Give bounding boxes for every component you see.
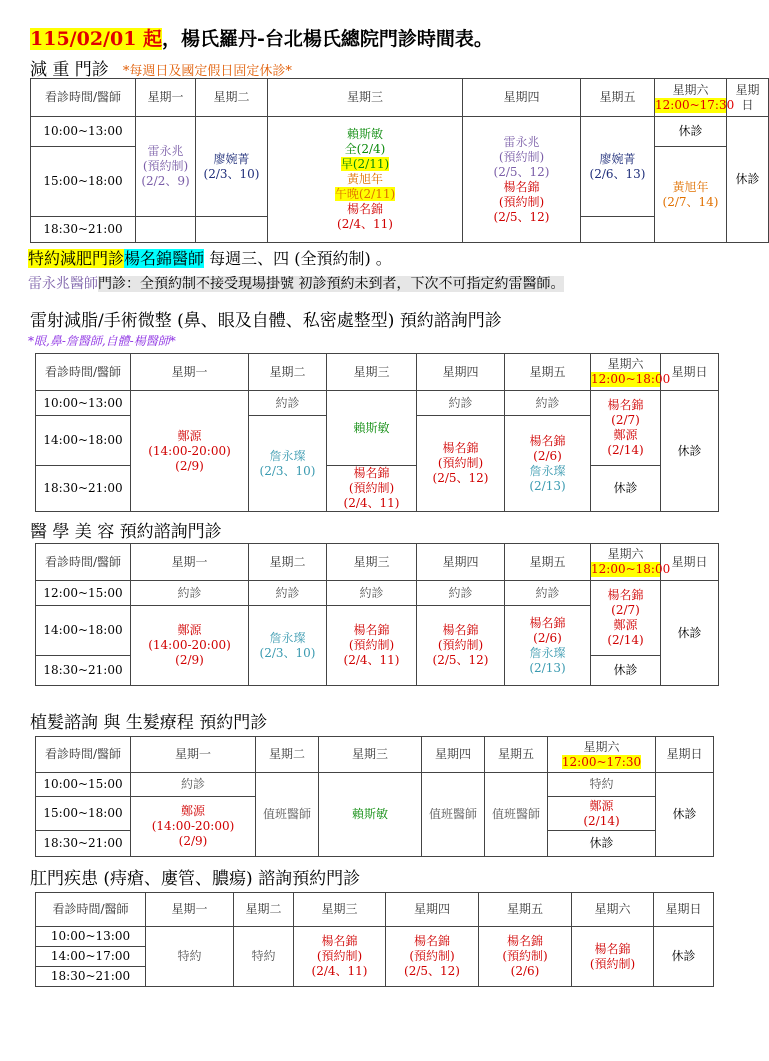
header-mon: 星期一 xyxy=(146,893,234,927)
tue-cell: 詹永璨 (2/3、10) xyxy=(249,416,327,512)
page-title xyxy=(30,24,493,51)
header-sat: 星期六 12:00~18:00 xyxy=(591,354,661,391)
sun-closed: 休診 xyxy=(661,581,719,686)
header-sat: 星期六 12:00~18:00 xyxy=(591,544,661,581)
thu-cell: 楊名錦 (預約制) (2/5、12) xyxy=(417,606,505,686)
anal-schedule-table xyxy=(35,892,714,987)
section-title: 減 重 門診 xyxy=(30,60,109,80)
section-laser-note: *眼,鼻-詹醫師,自體-楊醫師* xyxy=(28,334,176,348)
special-label: 特約減肥門診 xyxy=(28,249,125,268)
header-time-doctor: 看診時間/醫師 xyxy=(36,737,131,773)
header-thu: 星期四 xyxy=(417,544,505,581)
header-time-doctor: 看診時間/醫師 xyxy=(36,544,131,581)
header-time-doctor: 看診時間/醫師 xyxy=(36,354,131,391)
sat-cell: 楊名錦 (2/7) 鄭源 (2/14) xyxy=(591,391,661,466)
header-sun: 星期日 xyxy=(661,544,719,581)
wed-cell: 賴斯敏 全(2/4) 早(2/11) 黃旭年 午晚(2/11) 楊名錦 (2/4、11) xyxy=(268,117,463,243)
time-slot: 10:00~15:00 xyxy=(36,773,131,797)
time-slot: 12:00~15:00 xyxy=(36,581,131,606)
wed-cell: 楊名錦 (預約制) (2/4、11) xyxy=(327,606,417,686)
fri-duty: 值班醫師 xyxy=(485,773,548,857)
fri-cell: 廖婉菁 (2/6、13) xyxy=(581,117,655,217)
fri-cell: 楊名錦 (2/6) 詹永璨 (2/13) xyxy=(505,606,591,686)
mon-appointment: 約診 xyxy=(131,773,256,797)
weight-loss-schedule-table xyxy=(30,78,769,243)
header-tue: 星期二 xyxy=(196,79,268,117)
time-slot: 18:30~21:00 xyxy=(36,466,131,512)
fri-cell: 楊名錦 (2/6) 詹永璨 (2/13) xyxy=(505,416,591,512)
mon-cell: 鄭源 (14:00-20:00) (2/9) xyxy=(131,797,256,857)
thu-duty: 值班醫師 xyxy=(422,773,485,857)
lei-note: 門診：全預約制不接受現場掛號 初診預約未到者，下次不可指定約雷醫師。 xyxy=(98,276,565,292)
header-mon: 星期一 xyxy=(131,354,249,391)
section-hair-title: 植髮諮詢 與 生髮療程 預約門診 xyxy=(30,713,268,733)
section-note: *每週日及國定假日固定休診* xyxy=(122,64,292,79)
header-fri: 星期五 xyxy=(581,79,655,117)
laser-schedule-table xyxy=(35,353,719,512)
sat-closed: 休診 xyxy=(548,831,656,857)
empty-cell xyxy=(196,217,268,243)
wed-pm-cell: 楊名錦 (預約制) (2/4、11) xyxy=(327,466,417,512)
header-tue: 星期二 xyxy=(234,893,294,927)
time-slot: 14:00~17:00 xyxy=(36,947,146,967)
wed-cell: 賴斯敏 xyxy=(319,773,422,857)
tue-cell: 詹永璨 (2/3、10) xyxy=(249,606,327,686)
tue-special: 特約 xyxy=(234,927,294,987)
fri-appointment: 約診 xyxy=(505,391,591,416)
thu-cell: 雷永兆 (預約制) (2/5、12) 楊名錦 (預約制) (2/5、12) xyxy=(463,117,581,243)
aesthetics-schedule-table xyxy=(35,543,719,686)
time-slot: 10:00~13:00 xyxy=(31,117,136,147)
header-mon: 星期一 xyxy=(131,737,256,773)
tue-duty: 值班醫師 xyxy=(256,773,319,857)
tue-appointment: 約診 xyxy=(249,391,327,416)
header-fri: 星期五 xyxy=(485,737,548,773)
header-sun: 星期日 xyxy=(661,354,719,391)
mon-special: 特約 xyxy=(146,927,234,987)
thu-appointment: 約診 xyxy=(417,581,505,606)
sat-cell: 鄭源 (2/14) xyxy=(548,797,656,831)
fri-appointment: 約診 xyxy=(505,581,591,606)
header-wed: 星期三 xyxy=(319,737,422,773)
sat-closed: 休診 xyxy=(591,466,661,512)
header-mon: 星期一 xyxy=(131,544,249,581)
time-slot: 14:00~18:00 xyxy=(36,606,131,656)
time-slot: 14:00~18:00 xyxy=(36,416,131,466)
sat-cell: 黃旭年 (2/7、14) xyxy=(655,147,727,243)
sun-closed: 休診 xyxy=(661,391,719,512)
thu-cell: 楊名錦 (預約制) (2/5、12) xyxy=(386,927,479,987)
section-laser-title: 雷射減脂/手術微整 (鼻、眼及自體、私密處整型) 預約諮詢門診 xyxy=(30,311,502,331)
time-slot: 15:00~18:00 xyxy=(36,797,131,831)
title-text: ，楊氏羅丹-台北楊氏總院門診時間表。 xyxy=(162,28,493,50)
special-doctor: 楊名錦醫師 xyxy=(124,249,205,268)
sat-cell: 楊名錦 (2/7) 鄭源 (2/14) xyxy=(591,581,661,656)
section-anal-title: 肛門疾患 (痔瘡、廔管、膿瘍) 諮詢預約門診 xyxy=(30,869,361,889)
thu-cell: 楊名錦 (預約制) (2/5、12) xyxy=(417,416,505,512)
header-tue: 星期二 xyxy=(256,737,319,773)
header-wed: 星期三 xyxy=(327,354,417,391)
header-sun: 星期 日 xyxy=(727,79,769,117)
lei-doctor: 雷永兆醫師 xyxy=(28,276,98,292)
section-aesthetics-title: 醫 學 美 容 預約諮詢門診 xyxy=(30,522,222,542)
header-time-doctor: 看診時間/醫師 xyxy=(36,893,146,927)
header-fri: 星期五 xyxy=(505,354,591,391)
special-schedule: 每週三、四 (全預約制) 。 xyxy=(204,249,392,268)
sat-cell: 楊名錦 (預約制) xyxy=(572,927,654,987)
time-slot: 18:30~21:00 xyxy=(36,831,131,857)
lei-note-line xyxy=(28,273,564,293)
header-sat: 星期六 12:00~17:30 xyxy=(548,737,656,773)
header-sun: 星期日 xyxy=(654,893,714,927)
header-thu: 星期四 xyxy=(386,893,479,927)
header-time-doctor: 看診時間/醫師 xyxy=(31,79,136,117)
header-tue: 星期二 xyxy=(249,354,327,391)
thu-appointment: 約診 xyxy=(417,391,505,416)
wed-cell: 楊名錦 (預約制) (2/4、11) xyxy=(294,927,386,987)
fri-cell: 楊名錦 (預約制) (2/6) xyxy=(479,927,572,987)
sun-closed: 休診 xyxy=(727,117,769,243)
wed-am-cell: 賴斯敏 xyxy=(327,391,417,466)
header-wed: 星期三 xyxy=(268,79,463,117)
empty-cell xyxy=(581,217,655,243)
title-date: 115/02/01 起 xyxy=(30,28,163,50)
sun-closed: 休診 xyxy=(656,773,714,857)
header-thu: 星期四 xyxy=(422,737,485,773)
tue-appointment: 約診 xyxy=(249,581,327,606)
header-thu: 星期四 xyxy=(417,354,505,391)
sat-closed: 休診 xyxy=(591,656,661,686)
header-wed: 星期三 xyxy=(327,544,417,581)
sat-special: 特約 xyxy=(548,773,656,797)
sun-closed: 休診 xyxy=(654,927,714,987)
header-thu: 星期四 xyxy=(463,79,581,117)
special-clinic-line xyxy=(28,246,392,269)
hair-schedule-table xyxy=(35,736,714,857)
time-slot: 10:00~13:00 xyxy=(36,391,131,416)
tue-cell: 廖婉菁 (2/3、10) xyxy=(196,117,268,217)
header-sat: 星期六 12:00~17:30 xyxy=(655,79,727,117)
time-slot: 18:30~21:00 xyxy=(36,967,146,987)
header-fri: 星期五 xyxy=(479,893,572,927)
header-tue: 星期二 xyxy=(249,544,327,581)
empty-cell xyxy=(136,217,196,243)
header-sat: 星期六 xyxy=(572,893,654,927)
time-slot: 18:30~21:00 xyxy=(31,217,136,243)
mon-cell: 雷永兆 (預約制) (2/2、9) xyxy=(136,117,196,217)
time-slot: 10:00~13:00 xyxy=(36,927,146,947)
mon-cell: 鄭源 (14:00-20:00) (2/9) xyxy=(131,391,249,512)
wed-appointment: 約診 xyxy=(327,581,417,606)
section-weight-loss-title xyxy=(30,55,292,80)
time-slot: 18:30~21:00 xyxy=(36,656,131,686)
header-fri: 星期五 xyxy=(505,544,591,581)
time-slot: 15:00~18:00 xyxy=(31,147,136,217)
mon-appointment: 約診 xyxy=(131,581,249,606)
header-sun: 星期日 xyxy=(656,737,714,773)
sat-closed: 休診 xyxy=(655,117,727,147)
mon-cell: 鄭源 (14:00-20:00) (2/9) xyxy=(131,606,249,686)
header-wed: 星期三 xyxy=(294,893,386,927)
header-mon: 星期一 xyxy=(136,79,196,117)
